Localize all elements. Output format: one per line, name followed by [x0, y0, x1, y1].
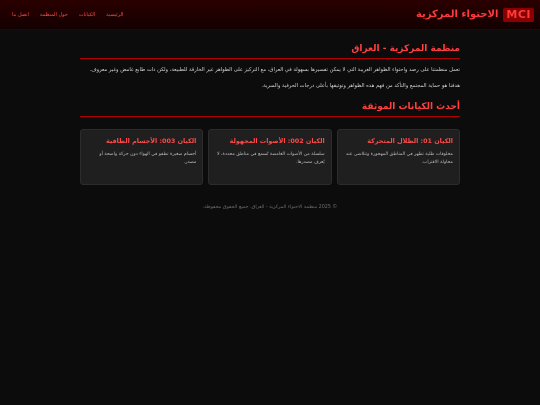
brand[interactable] [416, 8, 534, 22]
main-nav [12, 12, 123, 18]
about-title: منظمة المركزية - العراق [80, 44, 460, 59]
nav-about[interactable]: حول المنظمة [39, 11, 68, 18]
logo[interactable]: MCI [503, 8, 534, 22]
brand-name[interactable]: الاحتواء المركزية [415, 9, 499, 20]
top-header [0, 0, 540, 30]
entity-card-text: سلسلة من الأصوات الغامضة تُسمع في مناطق محددة، لا يُعرف مصدرها. [216, 152, 325, 165]
footer [80, 205, 460, 210]
entity-card-1[interactable] [337, 129, 460, 185]
entity-card-text: أجسام صغيرة تطفو في الهواء دون حركة واضحة أو مصدر. [99, 152, 197, 165]
entities-title: أحدث الكيانات الموثقة [80, 102, 460, 117]
entity-card-title: الكيان 01: الظلال المتحركة [367, 137, 453, 145]
entity-card-text: مخلوقات ظلية تظهر في المناطق المهجورة وتتلاشى عند محاولة الاقتراب. [345, 152, 453, 165]
nav-home[interactable]: الرئيسية [106, 11, 124, 18]
about-paragraph-1: تعمل منظمتنا على رصد واحتواء الظواهر الغريبة التي لا يمكن تفسيرها بسهولة في العراق، مع التركيز على الظواهر غير الخارقة للطبيعة، ولكن ذات طابع غامض وغير معروف. [89, 67, 460, 73]
entity-card-title: الكيان 003: الأجسام الطافية [105, 137, 197, 145]
main-content [80, 30, 460, 210]
about-paragraph-2: هدفنا هو حماية المجتمع والتأكد من فهم هذه الظواهر وتوثيقها بأعلى درجات الحرفية والسرية. [261, 83, 460, 89]
nav-contact[interactable]: اتصل بنا [12, 11, 29, 18]
entity-cards [80, 129, 460, 185]
footer-text: © 2025 منظمة الاحتواء المركزية - العراق. جميع الحقوق محفوظة. [202, 205, 338, 210]
entity-card-3[interactable] [80, 129, 203, 185]
entity-card-2[interactable] [208, 129, 331, 185]
nav-entities[interactable]: الكيانات [78, 11, 96, 18]
entity-card-title: الكيان 002: الأصوات المجهولة [229, 137, 325, 145]
